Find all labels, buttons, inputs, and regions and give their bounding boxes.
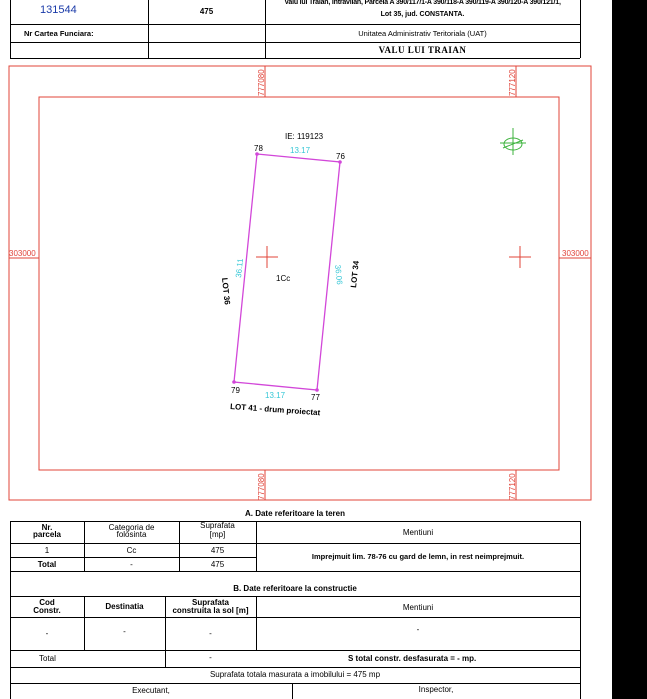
section-a-title: A. Date referitoare la teren	[244, 509, 346, 518]
grid-cross-left	[256, 246, 278, 268]
point-76-label: 76	[336, 152, 345, 161]
grid-label-right: 303000	[562, 249, 589, 258]
header-construita: construita la sol [m]	[172, 606, 249, 615]
north-arrow-icon	[500, 128, 526, 155]
grid-label-top-left: 777080	[257, 69, 266, 96]
distance-left: 36.11	[234, 257, 246, 279]
b-row-dest: -	[123, 627, 126, 636]
row-total-cat: -	[130, 560, 133, 569]
row-1-nr: 1	[44, 546, 50, 555]
grid-cross-right	[509, 246, 531, 268]
header-cod: Cod	[39, 598, 55, 607]
section-b-title: B. Date referitoare la constructie	[233, 584, 357, 593]
ie-label: IE: 119123	[285, 132, 324, 141]
header-mentiuni-b: Mentiuni	[402, 603, 434, 612]
header-mentiuni-a: Mentiuni	[402, 528, 434, 537]
address-line-2: Lot 35, jud. CONSTANTA.	[380, 11, 465, 18]
point-77-label: 77	[311, 393, 320, 402]
right-black-bar	[612, 0, 647, 699]
distance-right: 36.06	[333, 264, 345, 286]
b-total-desf: S total constr. desfasurata = - mp.	[348, 654, 477, 663]
mentiuni-a-text: Imprejmuit lim. 78-76 cu gard de lemn, in rest neimprejmuit.	[311, 552, 525, 561]
point-78-label: 78	[254, 144, 263, 153]
b-row-ment: -	[416, 625, 420, 634]
distance-top: 13.17	[290, 146, 311, 155]
point-79-label: 79	[231, 386, 240, 395]
lot-36-label: LOT 36	[220, 277, 232, 306]
row-1-cat: Cc	[126, 546, 137, 555]
cf-label: Nr Cartea Funciara:	[24, 29, 94, 38]
header-categoria: Categoria de	[108, 523, 155, 532]
row-total-nr: Total	[37, 560, 57, 569]
row-1-sup: 475	[210, 546, 225, 555]
parcel-label: 1Cc	[276, 274, 291, 283]
header-suprafata-b: Suprafata	[192, 598, 229, 607]
header-folosinta: folosinta	[116, 530, 147, 539]
address-line-1: Valu lui Traian, Intravilan, Parcela A 390/117/1-A 390/118-A 390/119-A 390/120-A 390/121/1,	[284, 0, 561, 6]
distance-bottom: 13.17	[265, 391, 286, 400]
b-row-sup: -	[209, 629, 212, 638]
b-total-sup: -	[209, 653, 212, 662]
b-row-cod: -	[45, 629, 49, 638]
uat-value: VALU LUI TRAIAN	[378, 45, 467, 55]
lot-41-label: LOT 41 - drum proiectat	[229, 402, 321, 418]
vertex-79	[232, 380, 236, 384]
total-area-text: Suprafata totala masurata a imobilului = 475 mp	[209, 670, 381, 679]
header-mp: [mp]	[209, 530, 226, 539]
uat-label: Unitatea Administrativ Teritoriala (UAT)	[358, 29, 487, 38]
lot-34-label: LOT 34	[349, 260, 361, 289]
header-nr: Nr.	[41, 523, 53, 532]
cadastral-number: 131544	[40, 4, 77, 16]
grid-label-bottom-left: 777080	[257, 473, 266, 500]
grid-label-left: 303000	[9, 249, 36, 258]
executant-label: Executant,	[132, 686, 170, 695]
header-suprafata: Suprafata	[200, 521, 235, 530]
top-area-value: 475	[199, 7, 214, 16]
header-destinatia: Destinatia	[105, 602, 144, 611]
header-parcela: parcela	[32, 530, 62, 539]
parcel-polygon	[234, 154, 340, 390]
grid-label-top-right: 777120	[508, 69, 517, 96]
grid-label-bottom-right: 777120	[508, 473, 517, 500]
header-constr: Constr.	[33, 606, 61, 615]
inspector-label: Inspector,	[418, 685, 454, 694]
row-total-sup: 475	[210, 560, 225, 569]
b-total-label: Total	[39, 654, 56, 663]
vertex-77	[315, 388, 319, 392]
